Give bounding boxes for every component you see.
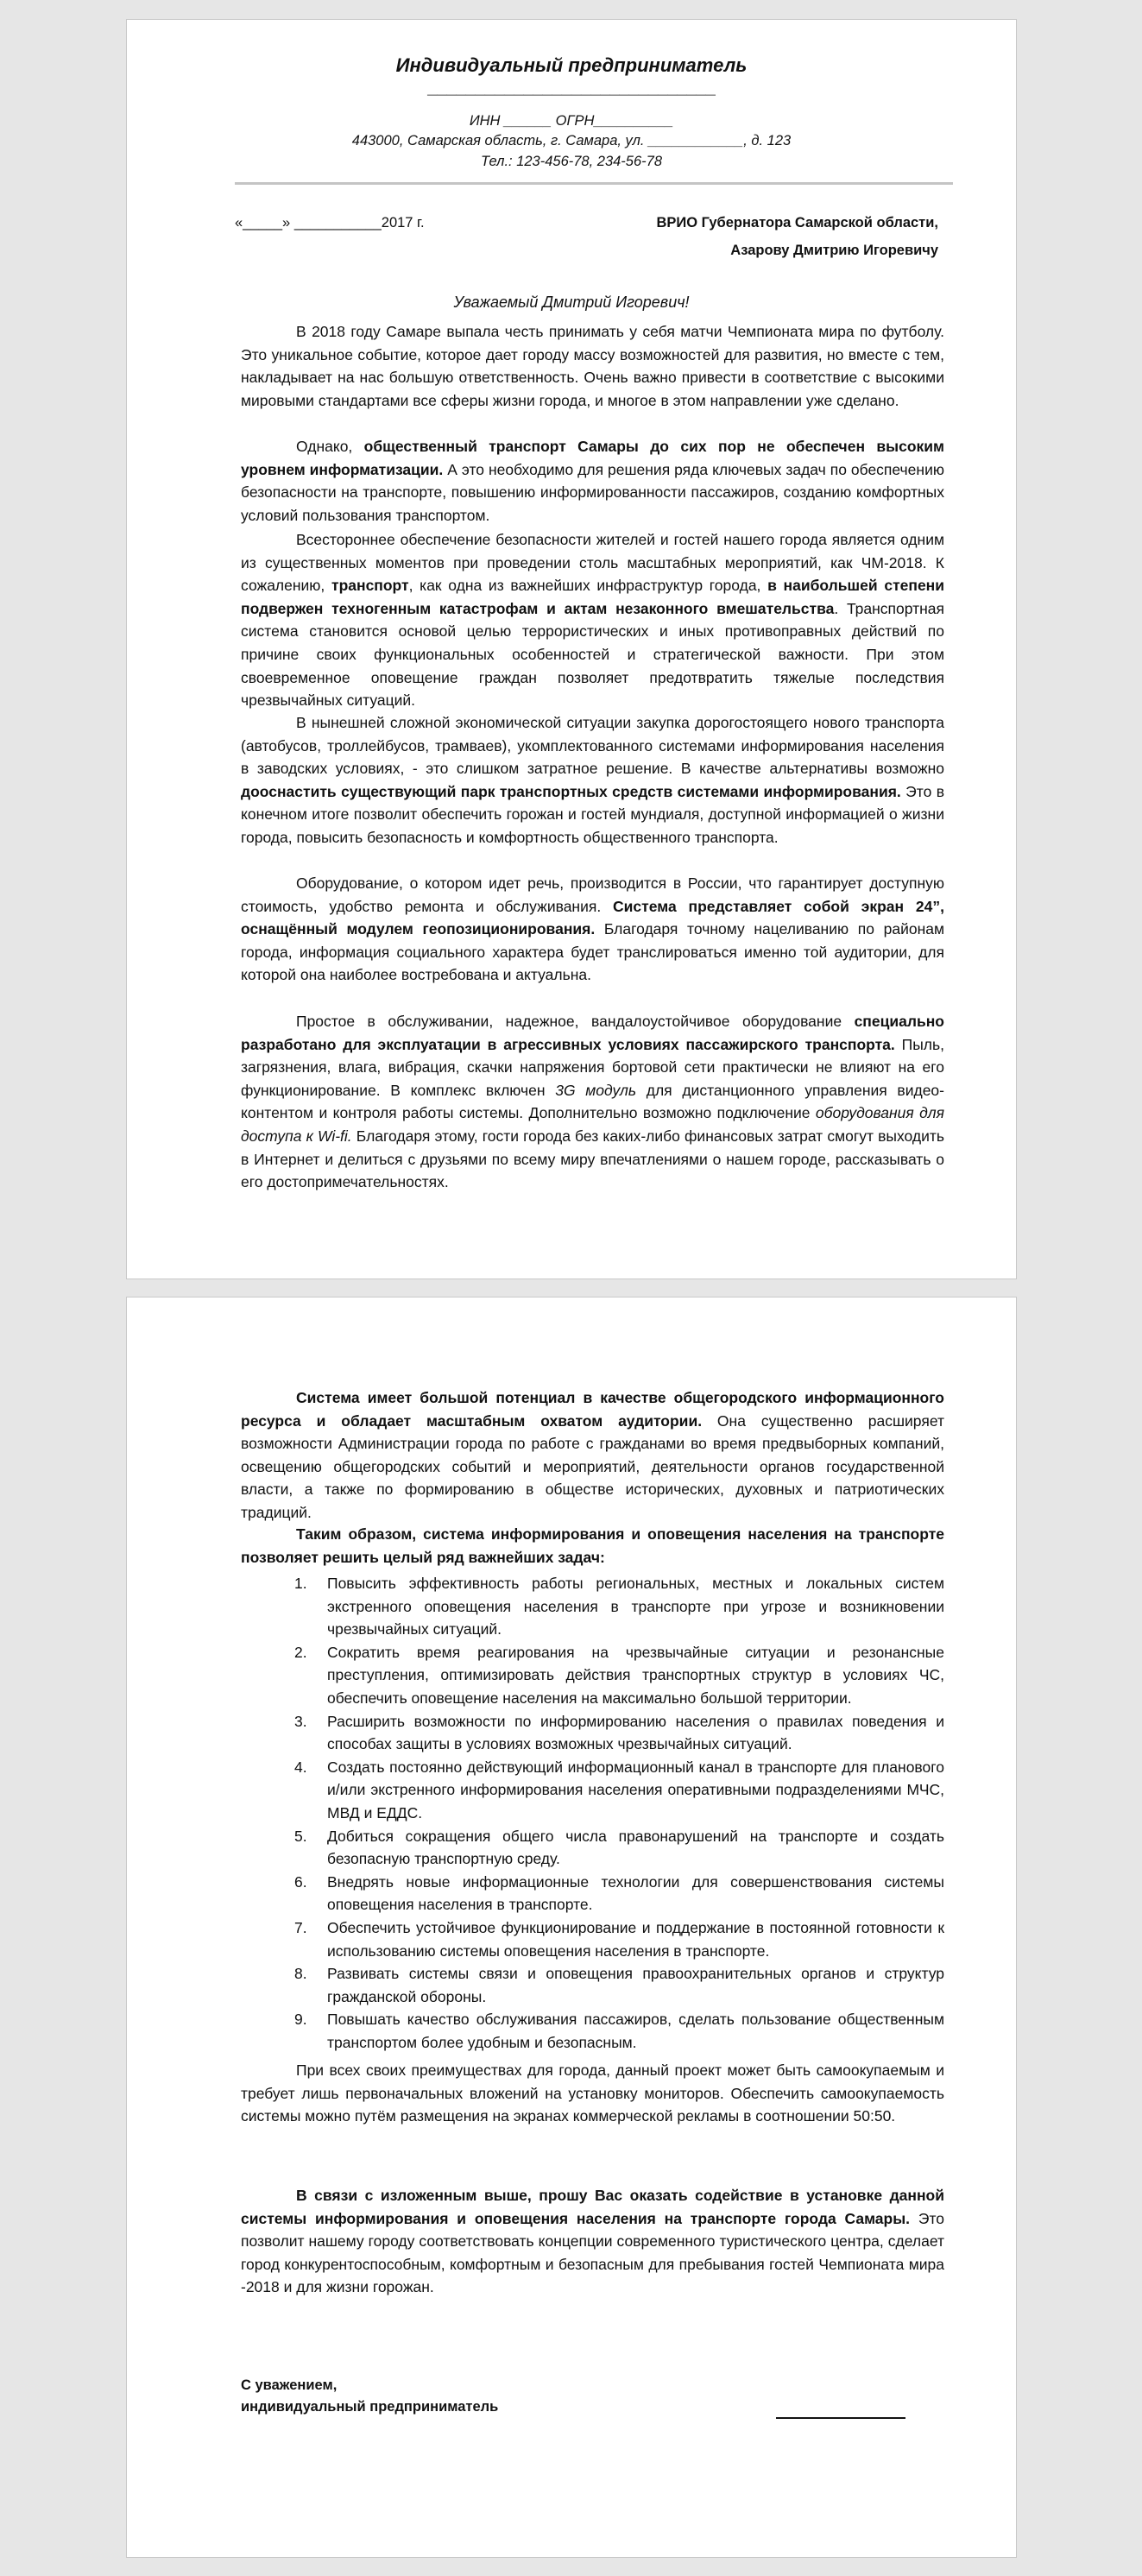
list-item [241, 1756, 944, 1825]
text-run: Всестороннее обеспечение безопасности жителей и гостей нашего города является одним из существенных моментов при проведении столь масштабных мероприятий, как ЧМ-2018. К сожалению, [241, 531, 944, 595]
list-item [241, 1871, 944, 1916]
letterhead-phone: Тел.: 123-456-78, 234-56-78 [480, 154, 662, 169]
text-run: В нынешней сложной экономической ситуации закупка дорогостоящего нового транспорта (автобусов, троллейбусов, трамваев), укомплектованного системами информирования населения в заводских условиях, - это слишком затратное решение. В качестве альтернативы возможно [241, 714, 944, 778]
text-run: Однако, [296, 438, 364, 455]
text-run: Благодаря этому, гости города без каких-либо финансовых затрат смогут выходить в Интернет и делиться с друзьями по всему миру впечатлениями о нашем городе, рассказывать о его достопримечательностях. [241, 1127, 944, 1191]
letterhead-ids: ИНН ______ ОГРН__________ [469, 113, 674, 129]
bold-text: транспорт [331, 577, 409, 595]
paragraph [241, 320, 944, 412]
addressee-line-1: ВРИО Губернатора Самарской области, [656, 215, 938, 230]
list-item-text: Добиться сокращения общего числа правонарушений на транспорте и создать безопасную транспортную среду. [327, 1827, 944, 1868]
list-item-text: Создать постоянно действующий информационный канал в транспорте для планового и/или экстренного информирования населения оперативными подразделениями МЧС, МВД и ЕДДС. [327, 1758, 944, 1822]
letterhead-name-blank: ______________________________ [427, 79, 716, 98]
text-run: Оборудование, о котором идет речь, производится в России, что гарантирует доступную стоимость, удобство ремонта и обслуживания. [241, 874, 944, 915]
paragraph [241, 2059, 944, 2128]
bold-text: Таким образом, система информирования и оповещения населения на транспорте позволяет решить целый ряд важнейших задач: [241, 1525, 944, 1566]
list-item-text: Внедрять новые информационные технологии для совершенствования системы оповещения населения в транспорте. [327, 1872, 944, 1914]
letterhead-title: Индивидуальный предприниматель [395, 54, 748, 76]
text-run: При всех своих преимуществах для города, данный проект может быть самоокупаемым и требует лишь первоначальных вложений на установку мониторов. Обеспечить самоокупаемость системы можно путём размещения на экранах коммерческой рекламы в соотношении 50:50. [241, 2061, 944, 2125]
signature-blank-line [776, 2417, 905, 2419]
bold-text: Система представляет собой экран 24”, оснащённый модулем геопозиционирования. [241, 897, 944, 938]
list-number: 1. [294, 1575, 307, 1592]
text-run: В 2018 году Самаре выпала честь принимать у себя матчи Чемпионата мира по футболу. Это уникальное событие, которое дает городу массу возможностей для развития, но вместе с тем, накладывает на нас большую ответственность. Очень важно привести в соответствие с высокими мировыми стандартами все сферы жизни города, и многое в этом направлении уже сделано. [241, 323, 944, 409]
bold-text: специально разработано для эксплуатации в агрессивных условиях пассажирского транспорта. [241, 1013, 944, 1053]
list-item [241, 1962, 944, 2008]
paragraph [241, 2184, 944, 2299]
addressee-line-2: Азарову Дмитрию Игоревичу [730, 243, 938, 258]
paragraph [241, 1386, 944, 1525]
list-item-text: Расширить возможности по информированию населения о правилах поведения и способах защиты в условиях возможных чрезвычайных ситуаций. [327, 1712, 944, 1753]
italic-text: 3G модуль [555, 1081, 637, 1099]
text-run: Она существенно расширяет возможности Администрации города по работе с гражданами во время предвыборных компаний, освещению общегородских событий и мероприятий, деятельности органов государственной власти, а также по формированию в обществе исторических, духовных и патриотических традиций. [241, 1411, 944, 1521]
list-item [241, 1641, 944, 1710]
list-item-text: Повышать качество обслуживания пассажиров, сделать пользование общественным транспортом более удобным и безопасным. [327, 2011, 944, 2051]
text-run: Простое в обслуживании, надежное, вандалоустойчивое оборудование [296, 1013, 855, 1030]
list-number: 7. [294, 1918, 307, 1936]
list-item [241, 1825, 944, 1871]
bold-text: в наибольшей степени подвержен техногенным катастрофам и актам незаконного вмешательства [241, 577, 944, 617]
signature-role: индивидуальный предприниматель [241, 2399, 499, 2415]
paragraph [241, 872, 944, 987]
list-number: 2. [294, 1643, 307, 1661]
salutation: Уважаемый Дмитрий Игоревич! [453, 294, 690, 311]
bold-text: дооснастить существующий парк транспортных средств системами информирования. [241, 782, 901, 800]
text-run: Благодаря точному нацеливанию по районам города, информация социального характера будет транслироваться именно той аудитории, для которой она наиболее востребована и актуальна. [241, 920, 945, 984]
list-item [241, 1572, 944, 1641]
list-number: 8. [294, 1965, 307, 1983]
paragraph [241, 1523, 944, 1569]
list-number: 4. [294, 1758, 307, 1776]
italic-text: оборудования для доступа к Wi-fi. [241, 1104, 944, 1145]
list-item [241, 1916, 944, 1962]
letterhead-address: 443000, Самарская область, г. Самара, ул. ____________, д. 123 [351, 133, 792, 148]
bold-text: общественный транспорт Самары до сих пор не обеспечен высоким уровнем информатизации. [241, 438, 944, 478]
text-run: . Транспортная система становится основой целью террористических и иных противоправных действий по причине своих функциональных особенностей и стратегической важности. При этом своевременное оповещение граждан позволяет предотвратить тяжелые последствия чрезвычайных ситуаций. [241, 599, 944, 710]
bold-text: В связи с изложенным выше, прошу Вас оказать содействие в установке данной системы информирования и оповещения населения на транспорте города Самары. [241, 2187, 944, 2227]
text-run: Это в конечном итоге позволит обеспечить горожан и гостей мундиаля, доступной информацией о жизни города, повысить безопасность и комфортность общественного транспорта. [241, 782, 944, 846]
signature-closing: С уважением, [241, 2377, 338, 2393]
list-item-text: Обеспечить устойчивое функционирование и поддержание в постоянной готовности к использованию системы оповещения населения в транспорте. [327, 1918, 944, 1960]
list-number: 9. [294, 2011, 307, 2029]
task-list [241, 1572, 944, 2054]
paragraph [241, 528, 944, 712]
list-number: 5. [294, 1827, 307, 1845]
text-run: для дистанционного управления видео-контентом и контроля работы системы. Дополнительно возможно подключение [241, 1081, 944, 1122]
document-page-2 [126, 1297, 1017, 2558]
text-run: , как одна из важнейших инфраструктур города, [408, 577, 768, 595]
list-number: 6. [294, 1872, 307, 1891]
letterhead-divider [235, 182, 953, 185]
list-item-text: Повысить эффективность работы региональных, местных и локальных систем экстренного оповещения населения в транспорте при угрозе и возникновении чрезвычайных ситуаций. [327, 1575, 944, 1638]
paragraph [241, 711, 944, 849]
text-run: А это необходимо для решения ряда ключевых задач по обеспечению безопасности на транспорте, повышению информированности пассажиров, созданию комфортных условий пользования транспортом. [241, 460, 944, 524]
paragraph [241, 435, 944, 527]
list-number: 3. [294, 1712, 307, 1730]
text-run: Это позволит нашему городу соответствовать концепции современного туристического центра, сделает город конкурентоспособным, комфортным и безопасным для пребывания гостей Чемпионата мира -2018 и для жизни горожан. [241, 2209, 945, 2296]
text-run: Пыль, загрязнения, влага, вибрация, скачки напряжения бортовой сети практически не влияют на его функционирование. В комплекс включен [241, 1035, 944, 1099]
list-item-text: Сократить время реагирования на чрезвычайные ситуации и резонансные преступления, оптимизировать действия транспортных структур в условиях ЧС, обеспечить оповещение населения на максимально большой территории. [327, 1643, 944, 1707]
list-item [241, 1710, 944, 1756]
date-line: «_____» ___________2017 г. [235, 215, 425, 230]
list-item [241, 2008, 944, 2054]
document-page-1 [126, 19, 1017, 1279]
bold-text: Система имеет большой потенциал в качестве общегородского информационного ресурса и обладает масштабным охватом аудитории. [241, 1389, 944, 1430]
paragraph [241, 1010, 944, 1194]
list-item-text: Развивать системы связи и оповещения правоохранительных органов и структур гражданской обороны. [327, 1965, 944, 2005]
